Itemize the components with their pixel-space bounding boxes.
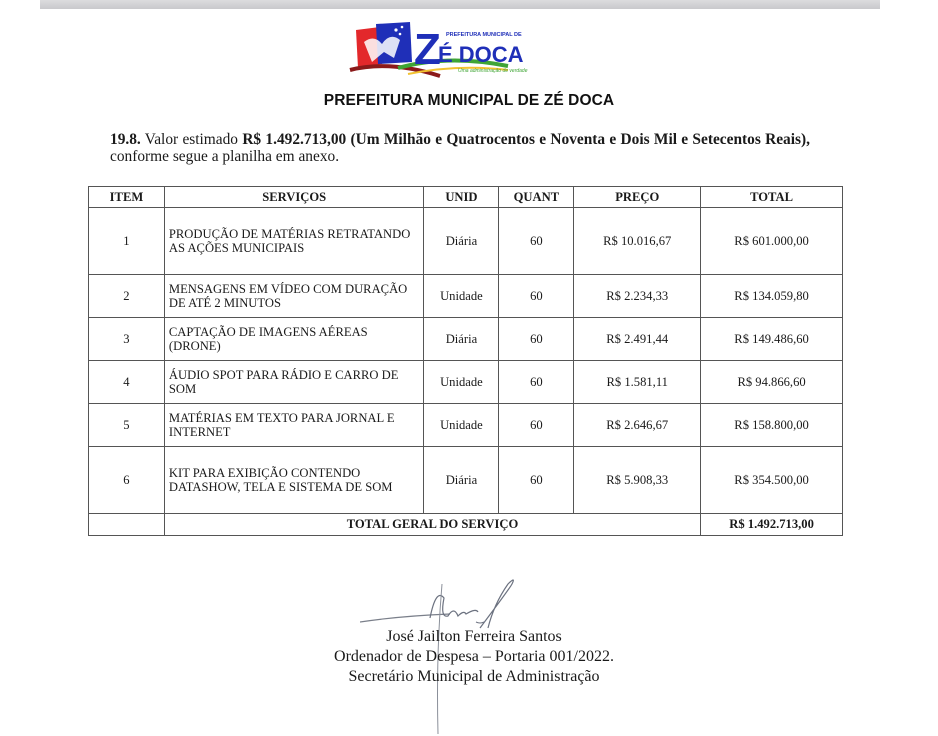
cell-item: 4 — [89, 361, 165, 404]
table-row — [89, 318, 843, 361]
cell-preco: R$ 2.234,33 — [574, 275, 701, 318]
ze-doca-logo — [348, 22, 558, 82]
cell-item: 1 — [89, 208, 165, 275]
cell-item: 5 — [89, 404, 165, 447]
grand-total-label: TOTAL GERAL DO SERVIÇO — [164, 514, 700, 536]
cell-unid: Unidade — [424, 361, 499, 404]
cell-total: R$ 158.800,00 — [701, 404, 843, 447]
cell-preco: R$ 1.581,11 — [574, 361, 701, 404]
cell-unid: Unidade — [424, 275, 499, 318]
cell-unid: Unidade — [424, 404, 499, 447]
table-row — [89, 404, 843, 447]
cell-unid: Diária — [424, 318, 499, 361]
table-total-row — [89, 514, 843, 536]
cell-servico: CAPTAÇÃO DE IMAGENS AÉREAS (DRONE) — [164, 318, 424, 361]
item-19-8-paragraph — [110, 131, 810, 165]
cell-servico: MENSAGENS EM VÍDEO COM DURAÇÃO DE ATÉ 2 MINUTOS — [164, 275, 424, 318]
cell-total: R$ 354.500,00 — [701, 447, 843, 514]
table-row — [89, 361, 843, 404]
table-row — [89, 208, 843, 275]
logo-small-text: PREFEITURA MUNICIPAL DE — [446, 32, 522, 38]
cell-preco: R$ 10.016,67 — [574, 208, 701, 275]
cell-total: R$ 149.486,60 — [701, 318, 843, 361]
col-header-quant: QUANT — [499, 187, 574, 208]
signer-role: Ordenador de Despesa – Portaria 001/2022. — [334, 648, 614, 665]
cell-quant: 60 — [499, 361, 574, 404]
cell-servico: ÁUDIO SPOT PARA RÁDIO E CARRO DE SOM — [164, 361, 424, 404]
col-header-item: ITEM — [89, 187, 165, 208]
logo-wordmark: É DOCA — [438, 42, 524, 67]
table-header-row — [89, 187, 843, 208]
cell-quant: 60 — [499, 318, 574, 361]
table-row — [89, 275, 843, 318]
clause-number: 19.8. — [110, 131, 141, 148]
cell-servico: PRODUÇÃO DE MATÉRIAS RETRATANDO AS AÇÕES MUNICIPAIS — [164, 208, 424, 275]
cell-servico: MATÉRIAS EM TEXTO PARA JORNAL E INTERNET — [164, 404, 424, 447]
col-header-unid: UNID — [424, 187, 499, 208]
cell-item: 3 — [89, 318, 165, 361]
logo-tagline: Uma administração de verdade — [458, 68, 528, 74]
logo-z-letter: Z — [414, 25, 441, 74]
cell-quant: 60 — [499, 447, 574, 514]
services-table — [88, 186, 843, 536]
signer-title: Secretário Municipal de Administração — [348, 668, 600, 685]
estimated-amount: R$ 1.492.713,00 (Um Milhão e Quatrocentos e Noventa e Dois Mil e Setecentos Reais), — [242, 131, 810, 148]
signer-name: José Jailton Ferreira Santos — [386, 628, 562, 645]
col-header-total: TOTAL — [701, 187, 843, 208]
cell-unid: Diária — [424, 208, 499, 275]
paragraph-lead: Valor estimado — [140, 131, 243, 148]
org-title: PREFEITURA MUNICIPAL DE ZÉ DOCA — [323, 92, 615, 109]
grand-total-value: R$ 1.492.713,00 — [701, 514, 843, 536]
top-toolbar-strip — [40, 0, 880, 9]
cell-preco: R$ 5.908,33 — [574, 447, 701, 514]
cell-quant: 60 — [499, 208, 574, 275]
col-header-servicos: SERVIÇOS — [164, 187, 424, 208]
cell-unid: Diária — [424, 447, 499, 514]
paragraph-tail: conforme segue a planilha em anexo. — [110, 148, 340, 165]
col-header-preco: PREÇO — [574, 187, 701, 208]
cell-total: R$ 601.000,00 — [701, 208, 843, 275]
cell-servico: KIT PARA EXIBIÇÃO CONTENDO DATASHOW, TELA E SISTEMA DE SOM — [164, 447, 424, 514]
table-row — [89, 447, 843, 514]
cell-item: 6 — [89, 447, 165, 514]
cell-preco: R$ 2.646,67 — [574, 404, 701, 447]
cell-item: 2 — [89, 275, 165, 318]
cell-empty — [89, 514, 165, 536]
cell-total: R$ 134.059,80 — [701, 275, 843, 318]
cell-quant: 60 — [499, 404, 574, 447]
signature-block — [0, 627, 938, 687]
cell-quant: 60 — [499, 275, 574, 318]
cell-preco: R$ 2.491,44 — [574, 318, 701, 361]
cell-total: R$ 94.866,60 — [701, 361, 843, 404]
